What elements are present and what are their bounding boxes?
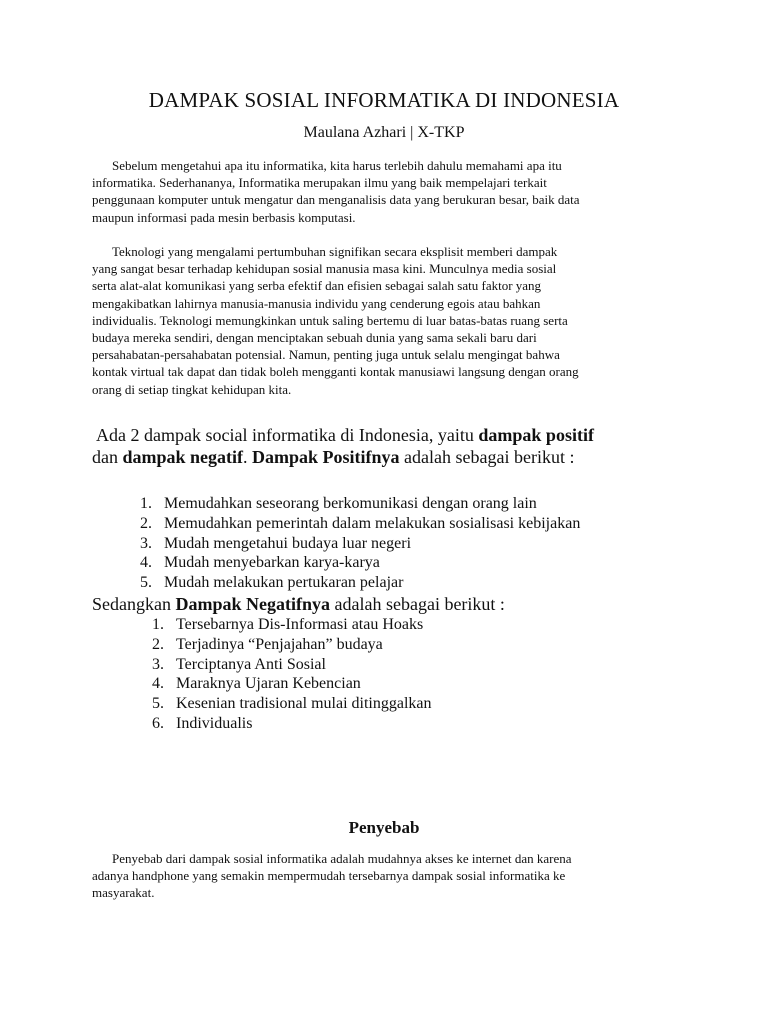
list-item-text: Tersebarnya Dis-Informasi atau Hoaks bbox=[176, 616, 424, 633]
intro-text: . bbox=[243, 447, 253, 467]
intro-bold-negative: dampak negatif bbox=[122, 447, 244, 467]
list-item bbox=[140, 573, 580, 593]
list-item-text: Terjadinya “Penjajahan” budaya bbox=[176, 635, 383, 653]
author-line: Maulana Azhari | X-TKP bbox=[303, 124, 465, 141]
list-item bbox=[152, 674, 432, 694]
list-item-text: Memudahkan seseorang berkomunikasi dengan orang lain bbox=[164, 495, 537, 512]
paragraph-line: penggunaan komputer untuk mengatur dan menganalisis data yang berukuran besar, baik data bbox=[92, 192, 580, 208]
paragraph-line: maupun informasi pada mesin berbasis komputasi. bbox=[92, 209, 356, 225]
list-number: 2. bbox=[140, 514, 152, 532]
impact-intro-line-2 bbox=[92, 446, 692, 468]
neg-intro-bold: Dampak Negatifnya bbox=[175, 594, 330, 614]
list-item-text: Memudahkan pemerintah dalam melakukan sosialisasi kebijakan bbox=[164, 514, 581, 532]
negative-impact-list bbox=[152, 615, 432, 734]
paragraph-line: Penyebab dari dampak sosial informatika adalah mudahnya akses ke internet dan karena bbox=[112, 851, 572, 866]
paragraph-line: budaya mereka sendiri, dengan menciptakan sebuah dunia yang sama sekali baru dari bbox=[92, 330, 537, 346]
list-number: 5. bbox=[140, 574, 152, 592]
list-item bbox=[140, 553, 580, 573]
paragraph-technology bbox=[92, 243, 692, 398]
paragraph-line: yang sangat besar terhadap kehidupan sosial manusia masa kini. Munculnya media sosial bbox=[92, 261, 557, 277]
list-number: 3. bbox=[140, 534, 152, 552]
list-item-text: Individualis bbox=[176, 714, 253, 732]
paragraph-line: orang di setiap tingkat kehidupan kita. bbox=[92, 381, 292, 397]
paragraph-line: mengakibatkan lahirnya manusia-manusia individu yang cenderung egois atau bahkan bbox=[92, 295, 541, 311]
intro-text: adalah sebagai berikut : bbox=[399, 447, 575, 467]
paragraph-line: Sebelum mengetahui apa itu informatika, kita harus terlebih dahulu memahami apa itu bbox=[112, 158, 562, 173]
list-item bbox=[152, 714, 432, 734]
intro-text: Ada 2 dampak social informatika di Indonesia, yaitu bbox=[96, 425, 479, 445]
impact-intro-line-1 bbox=[92, 424, 692, 446]
list-item-text: Kesenian tradisional mulai ditinggalkan bbox=[176, 695, 432, 713]
intro-text: dan bbox=[92, 447, 123, 467]
list-number: 1. bbox=[152, 616, 164, 633]
paragraph-line: masyarakat. bbox=[92, 885, 155, 901]
list-number: 4. bbox=[140, 554, 152, 572]
list-number: 2. bbox=[152, 635, 164, 653]
document-title: DAMPAK SOSIAL INFORMATIKA DI INDONESIA bbox=[148, 88, 620, 112]
list-number: 1. bbox=[140, 495, 152, 512]
paragraph-line: kontak virtual tak dapat dan tidak boleh mengganti kontak manusiawi langsung dengan orang bbox=[92, 364, 579, 380]
list-item-text: Mudah mengetahui budaya luar negeri bbox=[164, 534, 412, 552]
negative-impact-intro bbox=[92, 593, 505, 615]
list-item-text: Terciptanya Anti Sosial bbox=[176, 655, 326, 673]
list-item bbox=[152, 694, 432, 714]
list-item bbox=[152, 655, 432, 675]
intro-bold-positive: dampak positif bbox=[478, 425, 594, 445]
paragraph-intro bbox=[92, 157, 692, 226]
paragraph-line: adanya handphone yang semakin mempermudah tersebarnya dampak sosial informatika ke bbox=[92, 868, 566, 884]
impact-intro bbox=[92, 424, 692, 468]
list-item bbox=[152, 635, 432, 655]
paragraph-line: informatika. Sederhananya, Informatika merupakan ilmu yang baik mempelajari terkait bbox=[92, 175, 547, 191]
list-number: 5. bbox=[152, 695, 164, 713]
list-item-text: Mudah melakukan pertukaran pelajar bbox=[164, 574, 404, 592]
list-item bbox=[140, 494, 580, 514]
list-item bbox=[152, 615, 432, 635]
paragraph-line: individualis. Teknologi memungkinkan untuk saling bertemu di luar batas-batas ruang serta bbox=[92, 312, 568, 328]
list-item bbox=[140, 514, 580, 534]
list-item-text: Mudah menyebarkan karya-karya bbox=[164, 554, 380, 572]
paragraph-line: Teknologi yang mengalami pertumbuhan signifikan secara eksplisit memberi dampak bbox=[112, 244, 558, 259]
list-number: 6. bbox=[152, 714, 164, 732]
neg-intro-text: adalah sebagai berikut : bbox=[330, 594, 505, 614]
paragraph-cause bbox=[92, 850, 692, 902]
list-item bbox=[140, 534, 580, 554]
neg-intro-text: Sedangkan bbox=[92, 594, 176, 614]
paragraph-line: persahabatan-persahabatan potensial. Namun, penting juga untuk selalu mengingat bahwa bbox=[92, 347, 560, 363]
positive-impact-list bbox=[140, 494, 580, 593]
list-number: 4. bbox=[152, 675, 164, 693]
intro-bold-positive-heading: Dampak Positifnya bbox=[252, 447, 400, 467]
paragraph-line: serta alat-alat komunikasi yang serba efektif dan efisien sebagai salah satu faktor yang bbox=[92, 278, 542, 294]
list-number: 3. bbox=[152, 655, 164, 673]
list-item-text: Maraknya Ujaran Kebencian bbox=[176, 675, 361, 693]
section-heading-cause: Penyebab bbox=[348, 818, 420, 837]
